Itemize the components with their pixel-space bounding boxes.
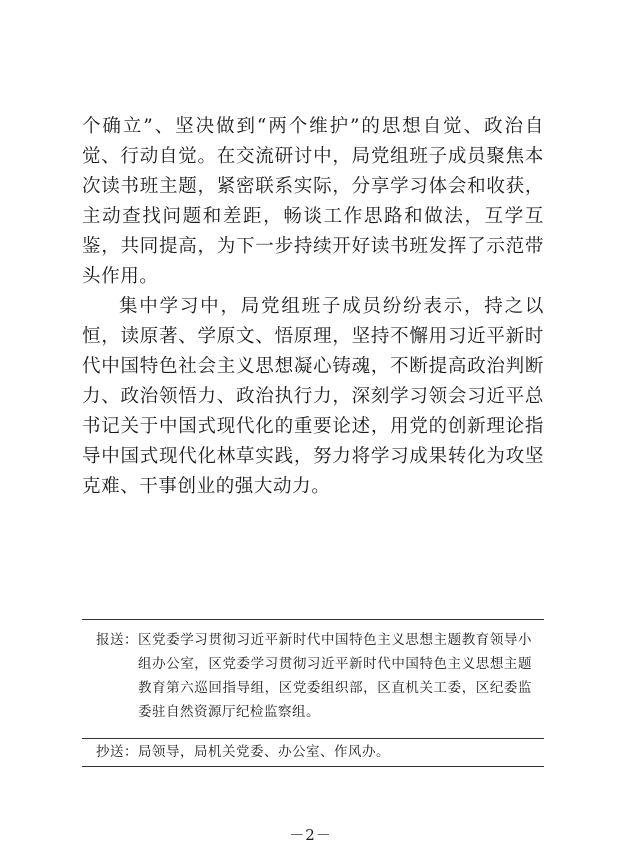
page-number: －2－: [289, 826, 332, 844]
report-to-label: 报送：: [96, 632, 138, 648]
copy-to-label: 抄送：: [96, 744, 138, 760]
distribution-top-rule: [82, 619, 544, 620]
distribution-middle-rule: [82, 738, 544, 739]
copy-to-recipients: 局领导，局机关党委、办公室、作风办。: [138, 744, 390, 760]
report-to-block: [96, 628, 532, 724]
report-to-recipients: 区党委学习贯彻习近平新时代中国特色主义思想主题教育领导小组办公室，区党委学习贯彻习近平新时代中国特色主义思想主题教育第六巡回指导组，区党委组织部，区直机关工委，区纪委监委驻自然资源厅纪检监察组。: [138, 632, 532, 720]
copy-to-block: [96, 740, 532, 764]
distribution-bottom-rule: [82, 766, 544, 767]
body-text: [82, 112, 544, 502]
paragraph-continued: 个确立”、坚决做到“两个维护”的思想自觉、政治自觉、行动自觉。在交流研讨中，局党组班子成员聚焦本次读书班主题，紧密联系实际，分享学习体会和收获，主动查找问题和差距，畅谈工作思路和做法，互学互鉴，共同提高，为下一步持续开好读书班发挥了示范带头作用。: [82, 116, 544, 287]
paragraph-collective-study: 集中学习中，局党组班子成员纷纷表示，持之以恒，读原著、学原文、悟原理，坚持不懈用习近平新时代中国特色社会主义思想凝心铸魂，不断提高政治判断力、政治领悟力、政治执行力，深刻学习领会习近平总书记关于中国式现代化的重要论述，用党的创新理论指导中国式现代化林草实践，努力将学习成果转化为攻坚克难、干事创业的强大动力。: [82, 296, 544, 497]
